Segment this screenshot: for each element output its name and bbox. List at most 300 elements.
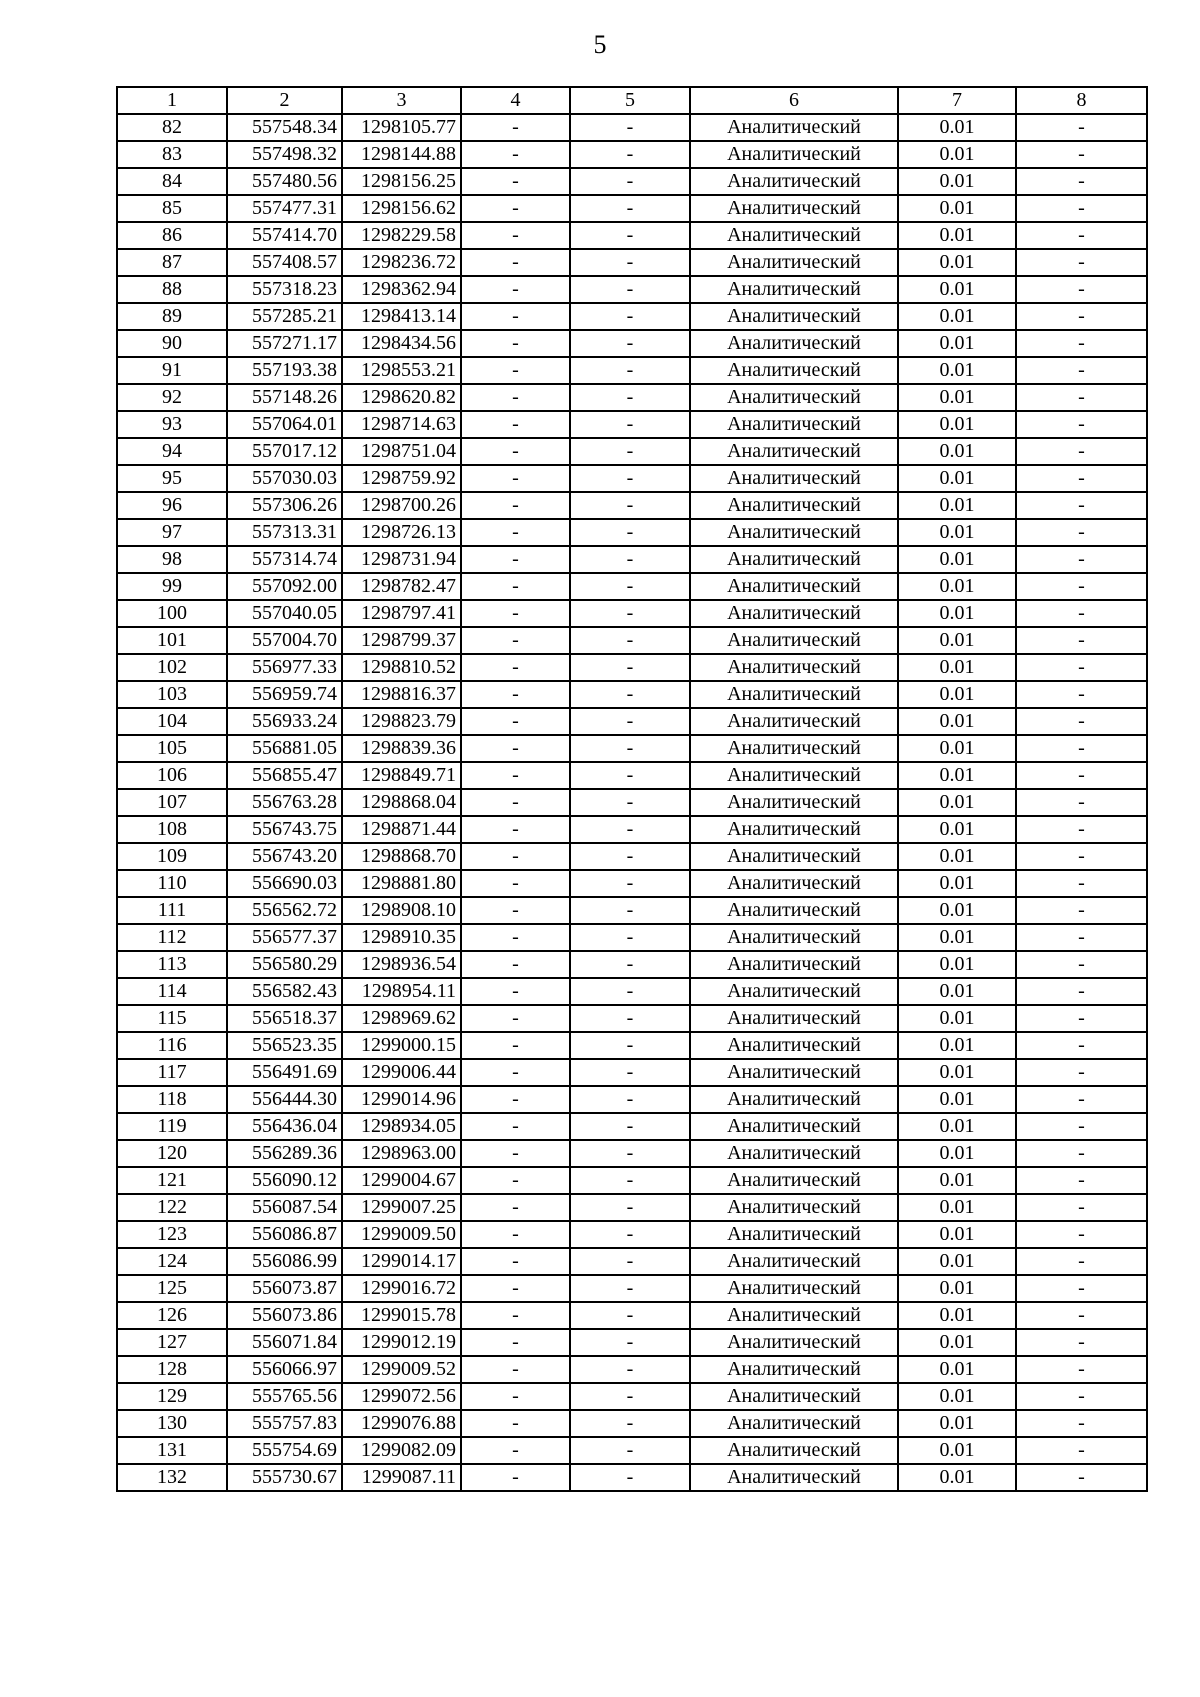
column-8-cell: - xyxy=(1016,708,1147,735)
x-coordinate-cell: 556491.69 xyxy=(227,1059,342,1086)
column-8-cell: - xyxy=(1016,654,1147,681)
column-4-cell: - xyxy=(461,195,570,222)
method-cell: Аналитический xyxy=(690,1167,898,1194)
point-number-cell: 103 xyxy=(117,681,227,708)
y-coordinate-cell: 1299007.25 xyxy=(342,1194,461,1221)
x-coordinate-cell: 556763.28 xyxy=(227,789,342,816)
column-8-cell: - xyxy=(1016,1113,1147,1140)
column-8-cell: - xyxy=(1016,897,1147,924)
column-8-cell: - xyxy=(1016,762,1147,789)
y-coordinate-cell: 1298823.79 xyxy=(342,708,461,735)
column-4-cell: - xyxy=(461,1140,570,1167)
table-row xyxy=(117,303,1147,330)
column-4-cell: - xyxy=(461,1221,570,1248)
point-number-cell: 131 xyxy=(117,1437,227,1464)
y-coordinate-cell: 1298144.88 xyxy=(342,141,461,168)
x-coordinate-cell: 557193.38 xyxy=(227,357,342,384)
y-coordinate-cell: 1298934.05 xyxy=(342,1113,461,1140)
method-cell: Аналитический xyxy=(690,141,898,168)
column-4-cell: - xyxy=(461,168,570,195)
column-4-cell: - xyxy=(461,1059,570,1086)
method-cell: Аналитический xyxy=(690,357,898,384)
accuracy-cell: 0.01 xyxy=(898,1032,1016,1059)
point-number-cell: 121 xyxy=(117,1167,227,1194)
table-row xyxy=(117,1167,1147,1194)
column-header: 4 xyxy=(461,87,570,114)
method-cell: Аналитический xyxy=(690,195,898,222)
method-cell: Аналитический xyxy=(690,897,898,924)
column-4-cell: - xyxy=(461,1248,570,1275)
column-5-cell: - xyxy=(570,951,690,978)
column-header: 2 xyxy=(227,87,342,114)
y-coordinate-cell: 1298810.52 xyxy=(342,654,461,681)
column-8-cell: - xyxy=(1016,1005,1147,1032)
column-5-cell: - xyxy=(570,1275,690,1302)
column-5-cell: - xyxy=(570,465,690,492)
method-cell: Аналитический xyxy=(690,330,898,357)
x-coordinate-cell: 556066.97 xyxy=(227,1356,342,1383)
y-coordinate-cell: 1298868.04 xyxy=(342,789,461,816)
accuracy-cell: 0.01 xyxy=(898,762,1016,789)
x-coordinate-cell: 556933.24 xyxy=(227,708,342,735)
method-cell: Аналитический xyxy=(690,1275,898,1302)
point-number-cell: 93 xyxy=(117,411,227,438)
method-cell: Аналитический xyxy=(690,1194,898,1221)
accuracy-cell: 0.01 xyxy=(898,978,1016,1005)
table-row xyxy=(117,843,1147,870)
column-4-cell: - xyxy=(461,1437,570,1464)
column-4-cell: - xyxy=(461,1005,570,1032)
table-body xyxy=(117,87,1147,1491)
column-8-cell: - xyxy=(1016,384,1147,411)
column-5-cell: - xyxy=(570,978,690,1005)
column-4-cell: - xyxy=(461,249,570,276)
column-5-cell: - xyxy=(570,1221,690,1248)
column-8-cell: - xyxy=(1016,114,1147,141)
point-number-cell: 101 xyxy=(117,627,227,654)
column-5-cell: - xyxy=(570,1302,690,1329)
column-8-cell: - xyxy=(1016,330,1147,357)
x-coordinate-cell: 557017.12 xyxy=(227,438,342,465)
accuracy-cell: 0.01 xyxy=(898,1410,1016,1437)
table-row xyxy=(117,168,1147,195)
accuracy-cell: 0.01 xyxy=(898,1005,1016,1032)
column-8-cell: - xyxy=(1016,681,1147,708)
column-5-cell: - xyxy=(570,735,690,762)
column-8-cell: - xyxy=(1016,249,1147,276)
y-coordinate-cell: 1298236.72 xyxy=(342,249,461,276)
column-8-cell: - xyxy=(1016,573,1147,600)
x-coordinate-cell: 555754.69 xyxy=(227,1437,342,1464)
column-4-cell: - xyxy=(461,924,570,951)
point-number-cell: 91 xyxy=(117,357,227,384)
column-4-cell: - xyxy=(461,681,570,708)
accuracy-cell: 0.01 xyxy=(898,303,1016,330)
point-number-cell: 82 xyxy=(117,114,227,141)
column-8-cell: - xyxy=(1016,492,1147,519)
method-cell: Аналитический xyxy=(690,708,898,735)
method-cell: Аналитический xyxy=(690,168,898,195)
method-cell: Аналитический xyxy=(690,1329,898,1356)
column-8-cell: - xyxy=(1016,357,1147,384)
method-cell: Аналитический xyxy=(690,303,898,330)
table-row xyxy=(117,1194,1147,1221)
table-row xyxy=(117,1302,1147,1329)
x-coordinate-cell: 556289.36 xyxy=(227,1140,342,1167)
column-8-cell: - xyxy=(1016,1383,1147,1410)
y-coordinate-cell: 1298156.62 xyxy=(342,195,461,222)
table-row xyxy=(117,978,1147,1005)
x-coordinate-cell: 556580.29 xyxy=(227,951,342,978)
x-coordinate-cell: 557498.32 xyxy=(227,141,342,168)
y-coordinate-cell: 1298731.94 xyxy=(342,546,461,573)
column-4-cell: - xyxy=(461,816,570,843)
column-5-cell: - xyxy=(570,870,690,897)
column-4-cell: - xyxy=(461,627,570,654)
table-row xyxy=(117,1005,1147,1032)
method-cell: Аналитический xyxy=(690,924,898,951)
x-coordinate-cell: 557548.34 xyxy=(227,114,342,141)
column-5-cell: - xyxy=(570,141,690,168)
column-5-cell: - xyxy=(570,1437,690,1464)
x-coordinate-cell: 557477.31 xyxy=(227,195,342,222)
x-coordinate-cell: 557148.26 xyxy=(227,384,342,411)
column-8-cell: - xyxy=(1016,465,1147,492)
accuracy-cell: 0.01 xyxy=(898,222,1016,249)
column-4-cell: - xyxy=(461,1383,570,1410)
x-coordinate-cell: 557313.31 xyxy=(227,519,342,546)
column-5-cell: - xyxy=(570,1248,690,1275)
column-8-cell: - xyxy=(1016,1248,1147,1275)
column-4-cell: - xyxy=(461,1356,570,1383)
column-4-cell: - xyxy=(461,897,570,924)
column-4-cell: - xyxy=(461,735,570,762)
column-4-cell: - xyxy=(461,546,570,573)
table-row xyxy=(117,222,1147,249)
accuracy-cell: 0.01 xyxy=(898,1248,1016,1275)
method-cell: Аналитический xyxy=(690,249,898,276)
column-5-cell: - xyxy=(570,1059,690,1086)
table-row xyxy=(117,1059,1147,1086)
accuracy-cell: 0.01 xyxy=(898,654,1016,681)
method-cell: Аналитический xyxy=(690,600,898,627)
method-cell: Аналитический xyxy=(690,978,898,1005)
table-row xyxy=(117,114,1147,141)
point-number-cell: 94 xyxy=(117,438,227,465)
column-8-cell: - xyxy=(1016,1437,1147,1464)
x-coordinate-cell: 556436.04 xyxy=(227,1113,342,1140)
x-coordinate-cell: 557030.03 xyxy=(227,465,342,492)
method-cell: Аналитический xyxy=(690,843,898,870)
y-coordinate-cell: 1298799.37 xyxy=(342,627,461,654)
y-coordinate-cell: 1298759.92 xyxy=(342,465,461,492)
column-8-cell: - xyxy=(1016,951,1147,978)
table-row xyxy=(117,735,1147,762)
x-coordinate-cell: 556523.35 xyxy=(227,1032,342,1059)
column-5-cell: - xyxy=(570,411,690,438)
column-5-cell: - xyxy=(570,1329,690,1356)
column-5-cell: - xyxy=(570,384,690,411)
column-8-cell: - xyxy=(1016,924,1147,951)
table-row xyxy=(117,708,1147,735)
table-row xyxy=(117,195,1147,222)
point-number-cell: 127 xyxy=(117,1329,227,1356)
accuracy-cell: 0.01 xyxy=(898,330,1016,357)
column-8-cell: - xyxy=(1016,1194,1147,1221)
column-4-cell: - xyxy=(461,789,570,816)
accuracy-cell: 0.01 xyxy=(898,681,1016,708)
point-number-cell: 120 xyxy=(117,1140,227,1167)
method-cell: Аналитический xyxy=(690,1086,898,1113)
method-cell: Аналитический xyxy=(690,411,898,438)
table-row xyxy=(117,1383,1147,1410)
y-coordinate-cell: 1298229.58 xyxy=(342,222,461,249)
column-header: 5 xyxy=(570,87,690,114)
column-5-cell: - xyxy=(570,492,690,519)
column-8-cell: - xyxy=(1016,546,1147,573)
column-8-cell: - xyxy=(1016,600,1147,627)
y-coordinate-cell: 1298816.37 xyxy=(342,681,461,708)
column-8-cell: - xyxy=(1016,1356,1147,1383)
y-coordinate-cell: 1298849.71 xyxy=(342,762,461,789)
y-coordinate-cell: 1298726.13 xyxy=(342,519,461,546)
method-cell: Аналитический xyxy=(690,573,898,600)
column-8-cell: - xyxy=(1016,195,1147,222)
method-cell: Аналитический xyxy=(690,735,898,762)
point-number-cell: 107 xyxy=(117,789,227,816)
column-4-cell: - xyxy=(461,276,570,303)
accuracy-cell: 0.01 xyxy=(898,1059,1016,1086)
y-coordinate-cell: 1298954.11 xyxy=(342,978,461,1005)
column-4-cell: - xyxy=(461,222,570,249)
point-number-cell: 86 xyxy=(117,222,227,249)
column-5-cell: - xyxy=(570,1005,690,1032)
column-5-cell: - xyxy=(570,438,690,465)
x-coordinate-cell: 556518.37 xyxy=(227,1005,342,1032)
x-coordinate-cell: 557285.21 xyxy=(227,303,342,330)
point-number-cell: 112 xyxy=(117,924,227,951)
column-5-cell: - xyxy=(570,1194,690,1221)
point-number-cell: 113 xyxy=(117,951,227,978)
point-number-cell: 98 xyxy=(117,546,227,573)
column-8-cell: - xyxy=(1016,168,1147,195)
accuracy-cell: 0.01 xyxy=(898,1329,1016,1356)
column-8-cell: - xyxy=(1016,1032,1147,1059)
column-5-cell: - xyxy=(570,816,690,843)
y-coordinate-cell: 1298868.70 xyxy=(342,843,461,870)
point-number-cell: 129 xyxy=(117,1383,227,1410)
column-header: 1 xyxy=(117,87,227,114)
method-cell: Аналитический xyxy=(690,1302,898,1329)
point-number-cell: 116 xyxy=(117,1032,227,1059)
y-coordinate-cell: 1299012.19 xyxy=(342,1329,461,1356)
column-5-cell: - xyxy=(570,897,690,924)
point-number-cell: 119 xyxy=(117,1113,227,1140)
method-cell: Аналитический xyxy=(690,1113,898,1140)
y-coordinate-cell: 1299015.78 xyxy=(342,1302,461,1329)
table-row xyxy=(117,519,1147,546)
accuracy-cell: 0.01 xyxy=(898,1464,1016,1491)
x-coordinate-cell: 557314.74 xyxy=(227,546,342,573)
table-row xyxy=(117,573,1147,600)
method-cell: Аналитический xyxy=(690,114,898,141)
accuracy-cell: 0.01 xyxy=(898,789,1016,816)
column-4-cell: - xyxy=(461,1086,570,1113)
accuracy-cell: 0.01 xyxy=(898,735,1016,762)
x-coordinate-cell: 556086.87 xyxy=(227,1221,342,1248)
method-cell: Аналитический xyxy=(690,276,898,303)
y-coordinate-cell: 1299082.09 xyxy=(342,1437,461,1464)
table-row xyxy=(117,492,1147,519)
point-number-cell: 96 xyxy=(117,492,227,519)
accuracy-cell: 0.01 xyxy=(898,411,1016,438)
accuracy-cell: 0.01 xyxy=(898,843,1016,870)
accuracy-cell: 0.01 xyxy=(898,1113,1016,1140)
y-coordinate-cell: 1299014.96 xyxy=(342,1086,461,1113)
accuracy-cell: 0.01 xyxy=(898,195,1016,222)
point-number-cell: 95 xyxy=(117,465,227,492)
column-5-cell: - xyxy=(570,357,690,384)
column-8-cell: - xyxy=(1016,789,1147,816)
column-8-cell: - xyxy=(1016,843,1147,870)
point-number-cell: 87 xyxy=(117,249,227,276)
column-4-cell: - xyxy=(461,654,570,681)
point-number-cell: 132 xyxy=(117,1464,227,1491)
column-4-cell: - xyxy=(461,870,570,897)
point-number-cell: 110 xyxy=(117,870,227,897)
table-row xyxy=(117,411,1147,438)
column-4-cell: - xyxy=(461,573,570,600)
table-row xyxy=(117,816,1147,843)
column-5-cell: - xyxy=(570,303,690,330)
accuracy-cell: 0.01 xyxy=(898,1086,1016,1113)
column-8-cell: - xyxy=(1016,141,1147,168)
column-5-cell: - xyxy=(570,519,690,546)
x-coordinate-cell: 556073.87 xyxy=(227,1275,342,1302)
y-coordinate-cell: 1298936.54 xyxy=(342,951,461,978)
point-number-cell: 92 xyxy=(117,384,227,411)
table-row xyxy=(117,897,1147,924)
accuracy-cell: 0.01 xyxy=(898,1140,1016,1167)
column-5-cell: - xyxy=(570,843,690,870)
y-coordinate-cell: 1299016.72 xyxy=(342,1275,461,1302)
method-cell: Аналитический xyxy=(690,1410,898,1437)
table-row xyxy=(117,384,1147,411)
column-header: 3 xyxy=(342,87,461,114)
column-5-cell: - xyxy=(570,573,690,600)
accuracy-cell: 0.01 xyxy=(898,627,1016,654)
method-cell: Аналитический xyxy=(690,492,898,519)
table-row xyxy=(117,1032,1147,1059)
table-row xyxy=(117,1356,1147,1383)
method-cell: Аналитический xyxy=(690,870,898,897)
column-4-cell: - xyxy=(461,1464,570,1491)
column-8-cell: - xyxy=(1016,303,1147,330)
column-5-cell: - xyxy=(570,1383,690,1410)
column-8-cell: - xyxy=(1016,411,1147,438)
column-4-cell: - xyxy=(461,1167,570,1194)
table-row xyxy=(117,1275,1147,1302)
column-4-cell: - xyxy=(461,1032,570,1059)
page-number: 5 xyxy=(593,30,607,59)
accuracy-cell: 0.01 xyxy=(898,600,1016,627)
accuracy-cell: 0.01 xyxy=(898,114,1016,141)
column-8-cell: - xyxy=(1016,1086,1147,1113)
column-4-cell: - xyxy=(461,951,570,978)
column-8-cell: - xyxy=(1016,1302,1147,1329)
table-row xyxy=(117,1410,1147,1437)
y-coordinate-cell: 1299004.67 xyxy=(342,1167,461,1194)
column-8-cell: - xyxy=(1016,1329,1147,1356)
x-coordinate-cell: 556977.33 xyxy=(227,654,342,681)
column-4-cell: - xyxy=(461,330,570,357)
point-number-cell: 126 xyxy=(117,1302,227,1329)
method-cell: Аналитический xyxy=(690,789,898,816)
point-number-cell: 84 xyxy=(117,168,227,195)
column-5-cell: - xyxy=(570,654,690,681)
column-8-cell: - xyxy=(1016,1275,1147,1302)
table-row xyxy=(117,1140,1147,1167)
method-cell: Аналитический xyxy=(690,1464,898,1491)
coordinates-table xyxy=(116,86,1148,1492)
column-5-cell: - xyxy=(570,681,690,708)
column-4-cell: - xyxy=(461,762,570,789)
table-row xyxy=(117,924,1147,951)
point-number-cell: 100 xyxy=(117,600,227,627)
column-4-cell: - xyxy=(461,1194,570,1221)
table-row xyxy=(117,141,1147,168)
point-number-cell: 114 xyxy=(117,978,227,1005)
method-cell: Аналитический xyxy=(690,762,898,789)
column-8-cell: - xyxy=(1016,978,1147,1005)
point-number-cell: 125 xyxy=(117,1275,227,1302)
column-4-cell: - xyxy=(461,1113,570,1140)
method-cell: Аналитический xyxy=(690,519,898,546)
method-cell: Аналитический xyxy=(690,627,898,654)
column-4-cell: - xyxy=(461,600,570,627)
column-8-cell: - xyxy=(1016,519,1147,546)
y-coordinate-cell: 1298910.35 xyxy=(342,924,461,951)
accuracy-cell: 0.01 xyxy=(898,276,1016,303)
y-coordinate-cell: 1299087.11 xyxy=(342,1464,461,1491)
accuracy-cell: 0.01 xyxy=(898,1221,1016,1248)
column-5-cell: - xyxy=(570,1032,690,1059)
point-number-cell: 111 xyxy=(117,897,227,924)
accuracy-cell: 0.01 xyxy=(898,1194,1016,1221)
table-row xyxy=(117,1248,1147,1275)
point-number-cell: 122 xyxy=(117,1194,227,1221)
column-5-cell: - xyxy=(570,708,690,735)
x-coordinate-cell: 556090.12 xyxy=(227,1167,342,1194)
column-5-cell: - xyxy=(570,222,690,249)
point-number-cell: 109 xyxy=(117,843,227,870)
x-coordinate-cell: 556690.03 xyxy=(227,870,342,897)
column-5-cell: - xyxy=(570,1356,690,1383)
point-number-cell: 115 xyxy=(117,1005,227,1032)
table-row xyxy=(117,438,1147,465)
x-coordinate-cell: 556087.54 xyxy=(227,1194,342,1221)
column-5-cell: - xyxy=(570,789,690,816)
method-cell: Аналитический xyxy=(690,1248,898,1275)
x-coordinate-cell: 556959.74 xyxy=(227,681,342,708)
accuracy-cell: 0.01 xyxy=(898,1383,1016,1410)
method-cell: Аналитический xyxy=(690,465,898,492)
method-cell: Аналитический xyxy=(690,546,898,573)
table-row xyxy=(117,546,1147,573)
table-row xyxy=(117,465,1147,492)
column-4-cell: - xyxy=(461,357,570,384)
x-coordinate-cell: 556743.75 xyxy=(227,816,342,843)
